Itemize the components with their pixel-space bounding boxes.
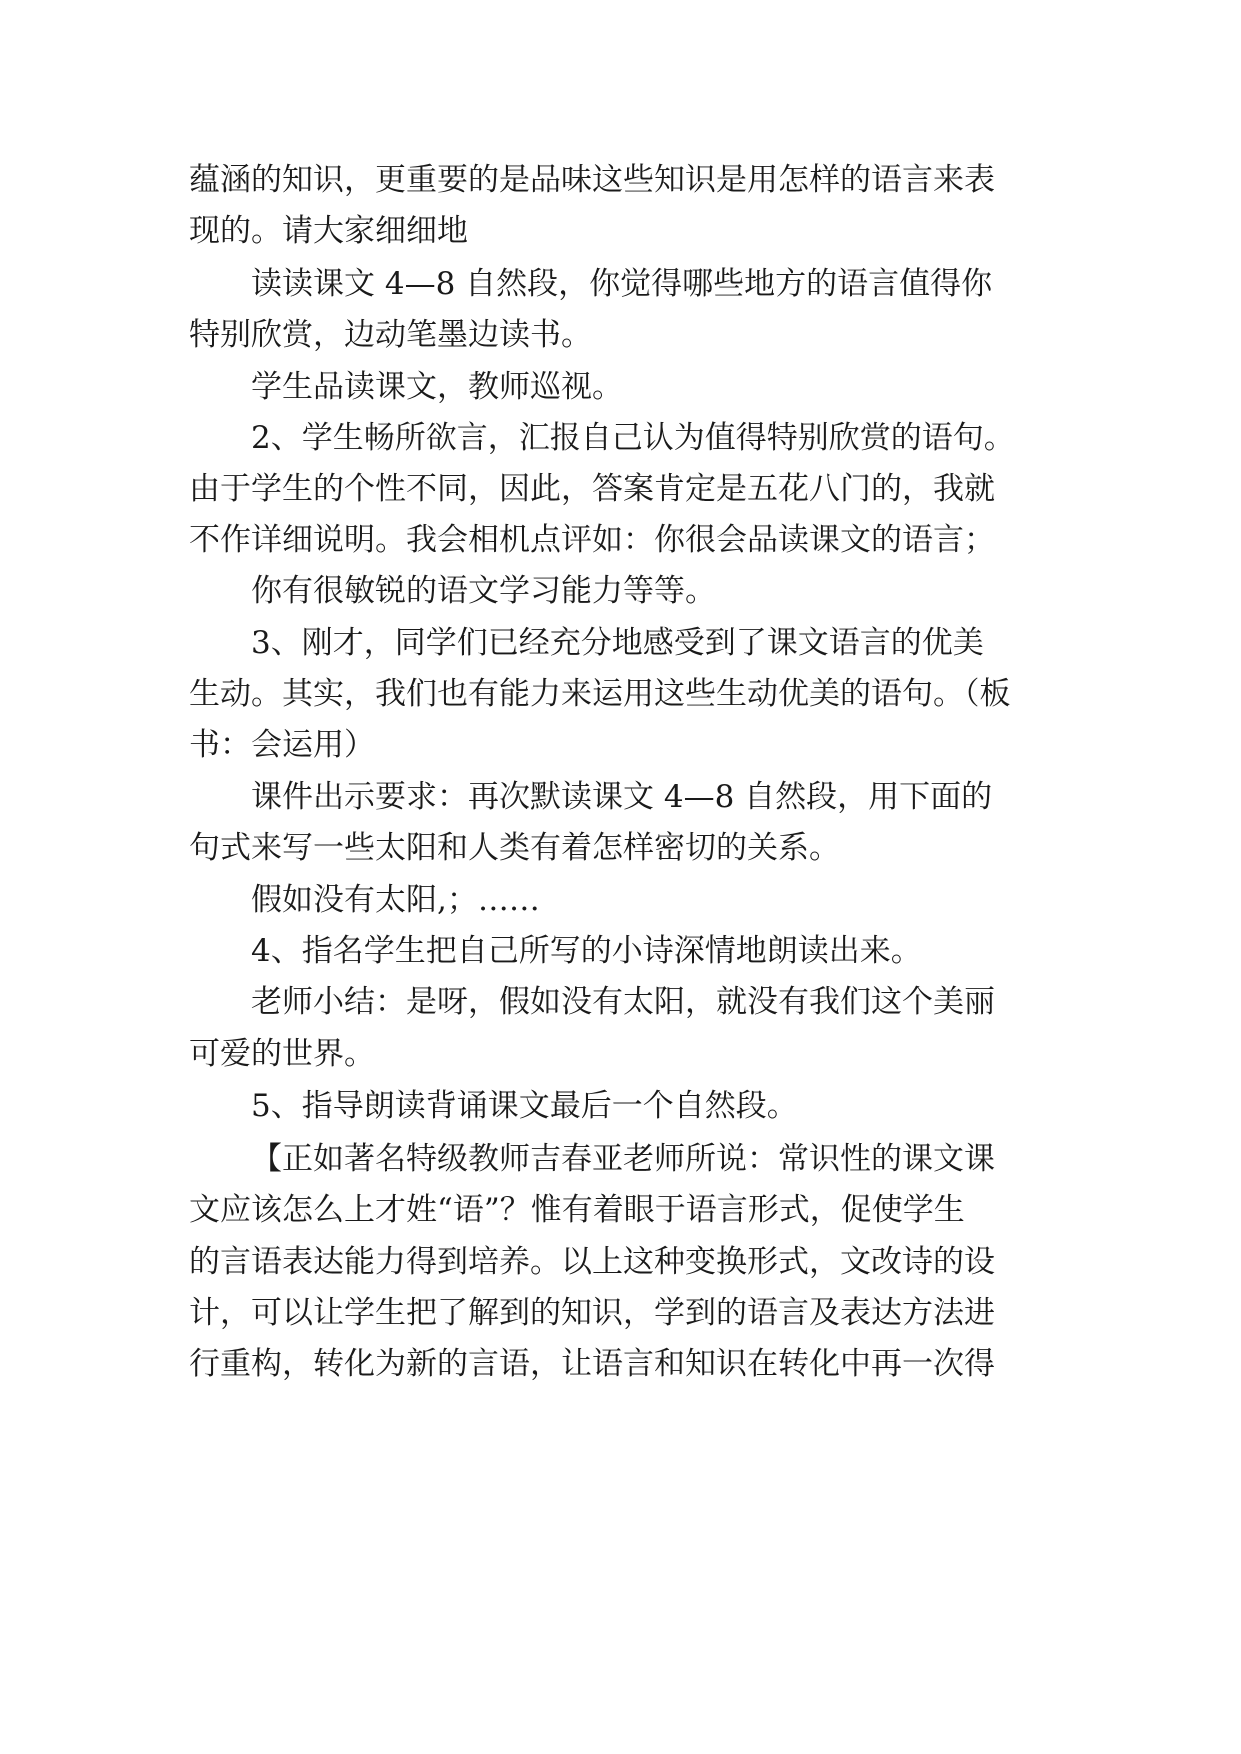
text-line: 生动。其实，我们也有能力来运用这些生动优美的语句。（板 <box>189 676 1011 712</box>
text-line: 计，可以让学生把了解到的知识，学到的语言及表达方法进 <box>189 1295 995 1331</box>
text-line: 课件出示要求：再次默读课文 4—8 自然段，用下面的 <box>251 779 993 815</box>
text-line: 你有很敏锐的语文学习能力等等。 <box>251 573 716 609</box>
text-line: 2、学生畅所欲言，汇报自己认为值得特别欣赏的语句。 <box>251 420 1015 456</box>
text-line: 【正如著名特级教师吉春亚老师所说：常识性的课文课 <box>251 1141 995 1177</box>
text-line: 3、刚才，同学们已经充分地感受到了课文语言的优美 <box>251 625 984 661</box>
text-line: 学生品读课文，教师巡视。 <box>251 369 623 405</box>
text-line: 书：会运用） <box>189 727 375 763</box>
text-line: 蕴涵的知识，更重要的是品味这些知识是用怎样的语言来表 <box>189 162 995 198</box>
text-line: 老师小结：是呀，假如没有太阳，就没有我们这个美丽 <box>251 984 995 1020</box>
text-line: 读读课文 4—8 自然段，你觉得哪些地方的语言值得你 <box>251 266 993 302</box>
text-line: 假如没有太阳,；…… <box>251 882 540 918</box>
text-line: 的言语表达能力得到培养。以上这种变换形式，文改诗的设 <box>189 1244 995 1280</box>
text-line: 特别欣赏，边动笔墨边读书。 <box>189 317 592 353</box>
text-line: 由于学生的个性不同，因此，答案肯定是五花八门的，我就 <box>189 471 995 507</box>
text-line: 可爱的世界。 <box>189 1036 375 1072</box>
text-line: 行重构，转化为新的言语，让语言和知识在转化中再一次得 <box>189 1346 995 1382</box>
text-line: 不作详细说明。我会相机点评如：你很会品读课文的语言； <box>189 522 995 558</box>
text-line: 现的。请大家细细地 <box>189 213 468 249</box>
text-line: 文应该怎么上才姓“语”？惟有着眼于语言形式，促使学生 <box>189 1192 965 1228</box>
text-line: 4、指名学生把自己所写的小诗深情地朗读出来。 <box>251 933 922 969</box>
text-line: 句式来写一些太阳和人类有着怎样密切的关系。 <box>189 830 840 866</box>
text-line: 5、指导朗读背诵课文最后一个自然段。 <box>251 1088 798 1124</box>
